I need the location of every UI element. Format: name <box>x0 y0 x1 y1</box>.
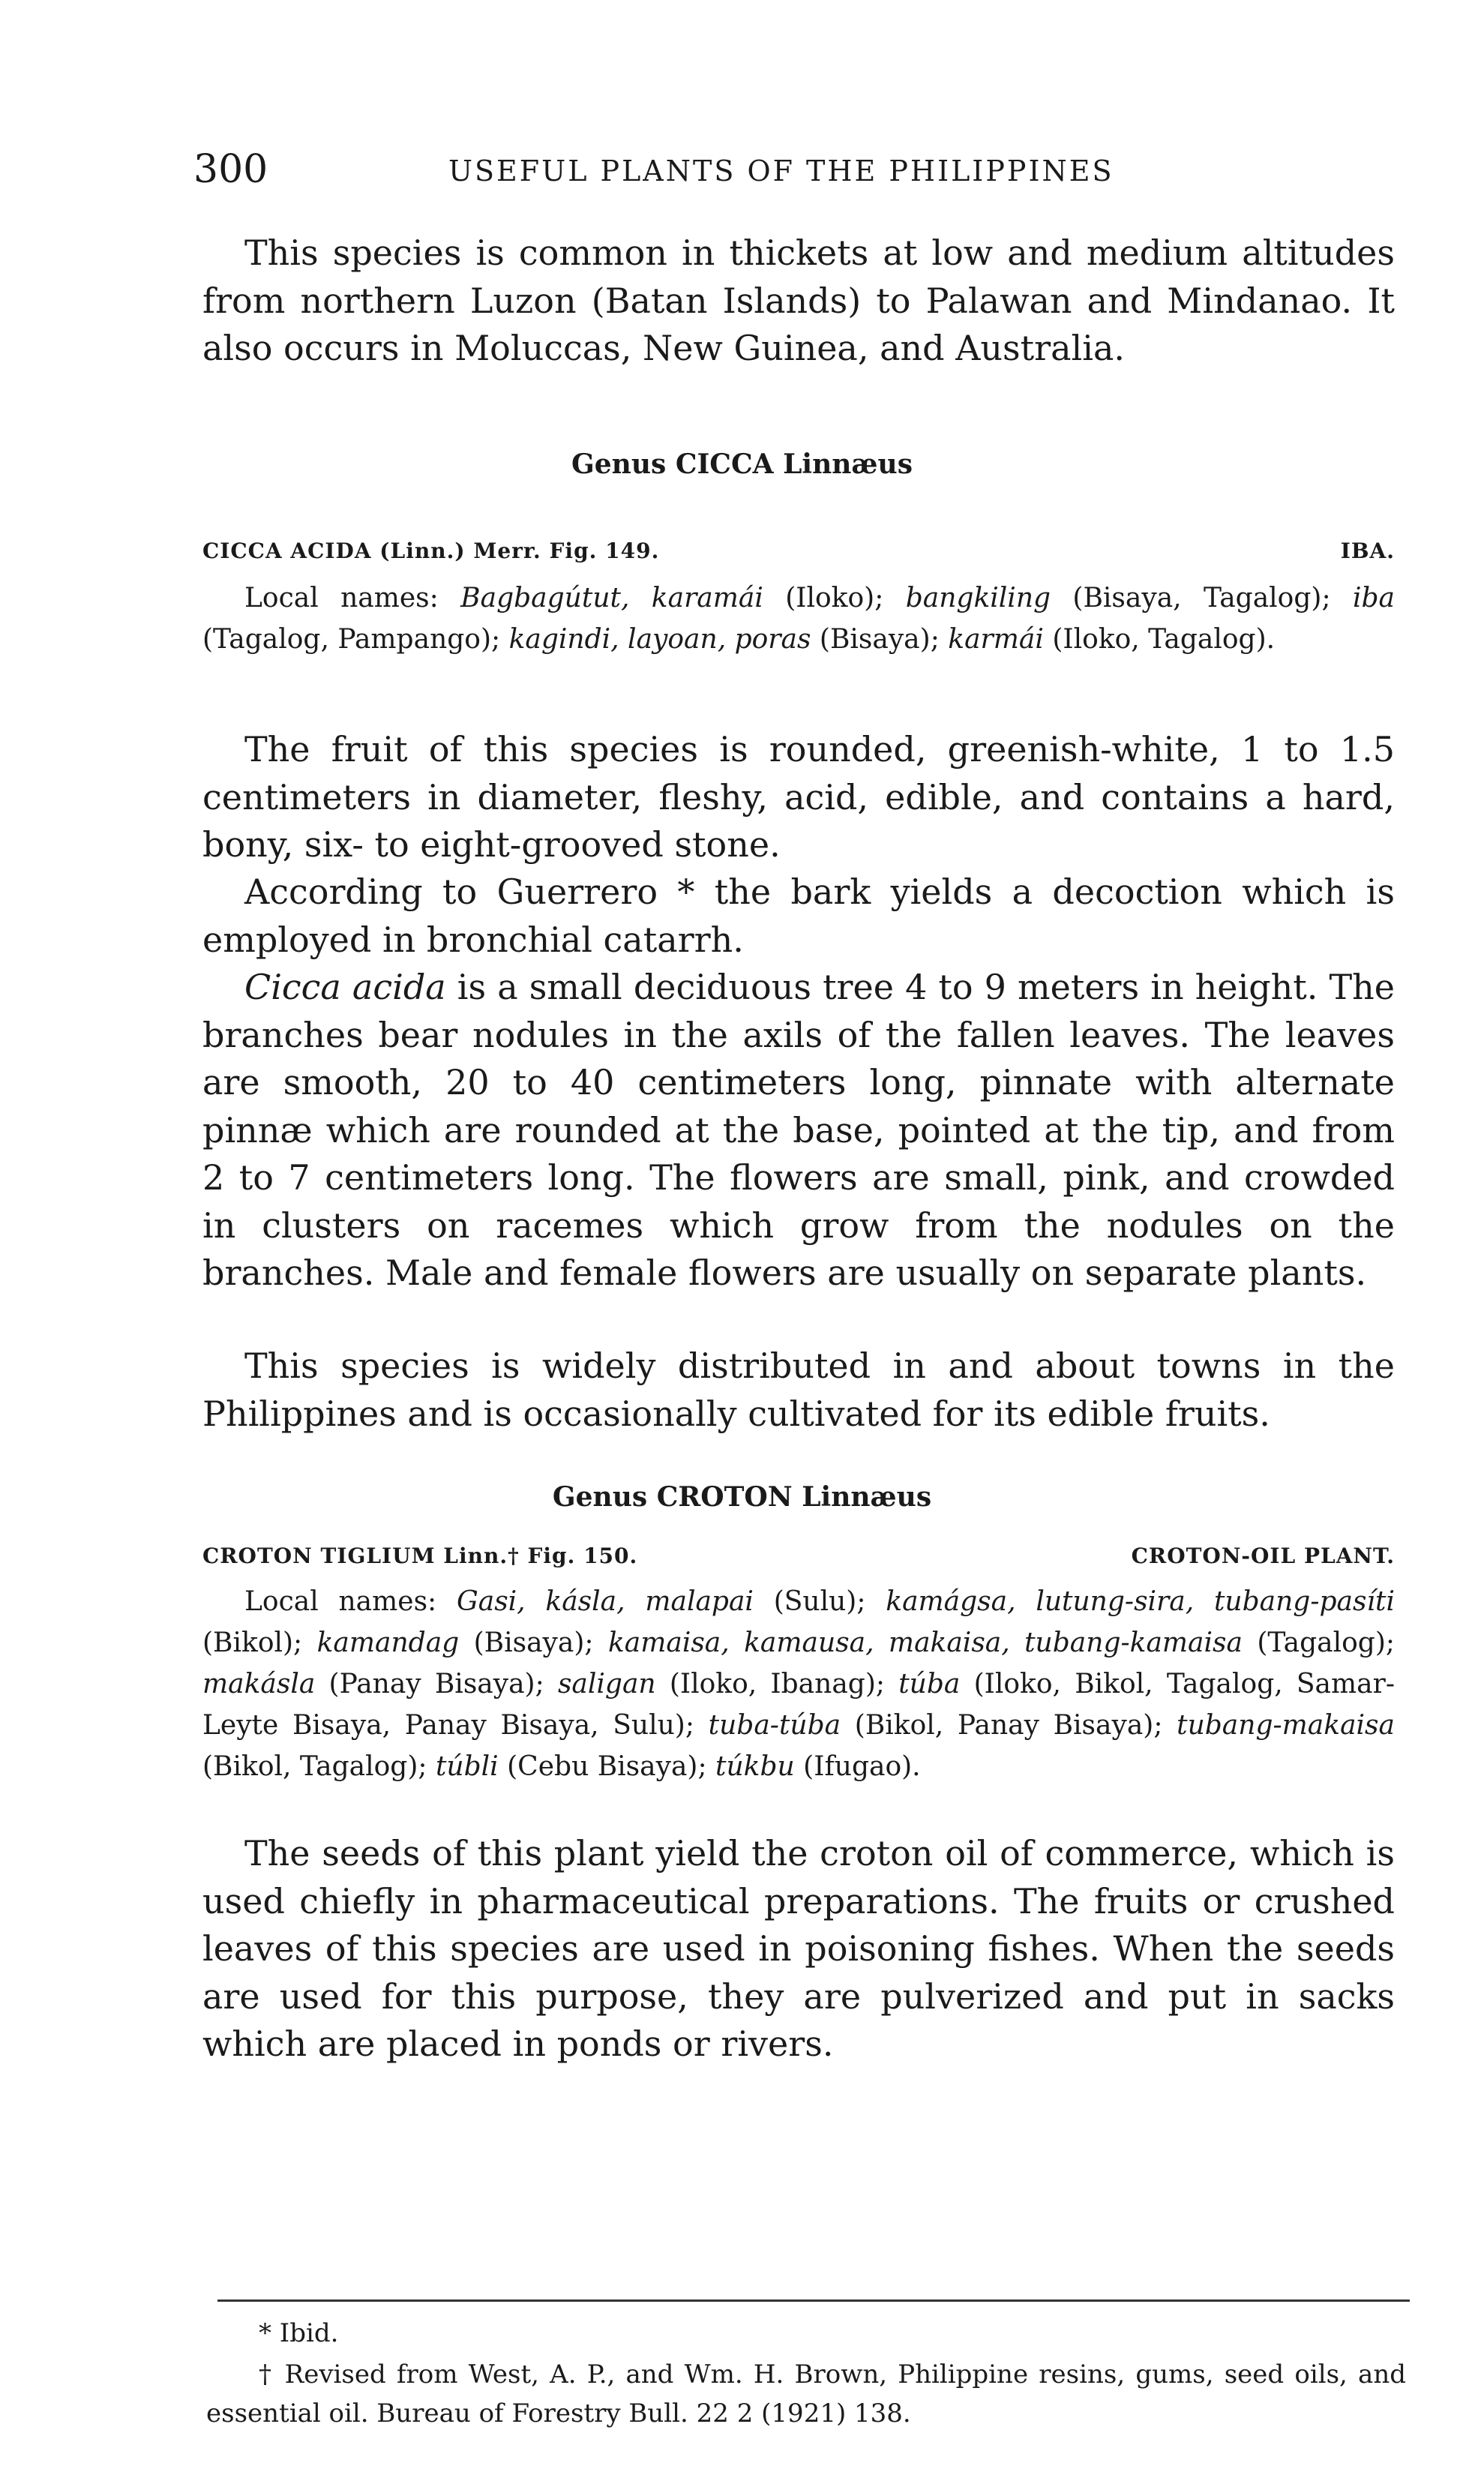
genus-heading-croton: Genus CROTON Linnæus <box>552 1481 932 1513</box>
running-title: USEFUL PLANTS OF THE PHILIPPINES <box>448 154 1114 188</box>
local-name-languages: (Iloko, Bikol, Tagalog, Samar-Leyte Bisaya, Panay Bisaya, Sulu); <box>202 1669 1395 1741</box>
local-name: karmái <box>948 624 1044 655</box>
local-name-languages: (Cebu Bisaya); <box>498 1751 716 1782</box>
local-name-languages: (Panay Bisaya); <box>315 1669 558 1700</box>
footnote-revised: † Revised from West, A. P., and Wm. H. Brown, Philippine resins, gums, seed oils, and essential oil. Bureau of Forestry Bull. 22 2 (1921) 138. <box>206 2360 1406 2428</box>
local-name-languages: (Iloko, Tagalog). <box>1043 624 1276 655</box>
local-name: kamaisa, kamausa, makaisa, tubang-kamaisa <box>607 1628 1243 1658</box>
species-italic: Cicca acida <box>244 967 446 1007</box>
local-name: kamágsa, lutung-sira, tubang-pasíti <box>886 1586 1395 1617</box>
bark-paragraph: According to Guerrero * the bark yields a decoction which is employed in bronchial catarrh. <box>202 872 1395 960</box>
page-number: 300 <box>193 147 268 192</box>
footnote-divider <box>217 2300 1410 2302</box>
local-name: iba <box>1352 583 1395 614</box>
local-name-languages: (Bikol, Tagalog); <box>202 1751 436 1782</box>
description-text: is a small deciduous tree 4 to 9 meters in height. The branches bear nodules in the axils of the fallen leaves. The leaves are smooth, 20 to 40 centimeters long, pinnate with alternate pinnæ which are rounded at the base, pointed at the tip, and from 2 to 7 centimeters long. The flowers are small, pink, and crowded in clusters on racemes which grow from the nodules on the branches. Male and female flowers are usually on separate plants. <box>202 967 1395 1293</box>
local-name: saligan <box>557 1669 656 1700</box>
footnote-ibid: * Ibid. <box>259 2318 339 2348</box>
running-head <box>193 147 1401 200</box>
common-name: CROTON-OIL PLANT. <box>1131 1544 1395 1568</box>
local-name-languages: (Bisaya); <box>459 1628 608 1658</box>
species-name: CROTON TIGLIUM Linn.† Fig. 150. <box>202 1544 638 1568</box>
fruit-paragraph: The fruit of this species is rounded, greenish-white, 1 to 1.5 centimeters in diameter, fleshy, acid, edible, and contains a hard, bony, six- to eight-grooved stone. <box>202 729 1395 865</box>
local-name: makásla <box>202 1669 316 1700</box>
local-names-label: Local names: <box>244 1586 437 1617</box>
local-name-languages: (Bisaya); <box>811 624 949 655</box>
local-name-languages: (Tagalog); <box>1242 1628 1396 1658</box>
local-name: Gasi, kásla, malapai <box>456 1586 754 1617</box>
intro-paragraph: This species is common in thickets at low and medium altitudes from northern Luzon (Batan Islands) to Palawan and Mindanao. It also occurs in Moluccas, New Guinea, and Australia. <box>202 232 1395 368</box>
local-name: túkbu <box>715 1751 795 1782</box>
local-name: túbli <box>435 1751 499 1782</box>
description-paragraph <box>202 964 1395 1298</box>
local-name-languages: (Tagalog, Pampango); <box>202 624 509 655</box>
local-name: kagindi, layoan, poras <box>508 624 811 655</box>
local-name-languages: (Ifugao). <box>794 1751 921 1782</box>
local-name: túba <box>898 1669 961 1700</box>
local-name: tuba-túba <box>708 1710 841 1741</box>
local-name: Bagbagútut, karamái <box>460 583 763 614</box>
local-name-languages: (Iloko); <box>763 583 906 614</box>
local-name: tubang-makaisa <box>1177 1710 1395 1741</box>
local-name-languages: (Bikol); <box>202 1628 317 1658</box>
croton-oil-paragraph: The seeds of this plant yield the croton oil of commerce, which is used chiefly in pharmaceutical preparations. The fruits or crushed leaves of this species are used in poisoning fishes. When the seeds are used for this purpose, they are pulverized and put in sacks which are placed in ponds or rivers. <box>202 1833 1395 2064</box>
local-names-croton <box>202 1581 1395 1787</box>
common-name: IBA. <box>1340 538 1395 563</box>
local-name: bangkiling <box>905 583 1051 614</box>
local-name-languages: (Bikol, Panay Bisaya); <box>841 1710 1177 1741</box>
local-names-cicca <box>202 578 1395 660</box>
local-name-languages: (Sulu); <box>753 1586 886 1617</box>
local-name: kamandag <box>316 1628 460 1658</box>
genus-heading-cicca: Genus CICCA Linnæus <box>571 448 913 480</box>
local-names-label: Local names: <box>244 583 439 614</box>
local-name-languages: (Iloko, Ibanag); <box>655 1669 899 1700</box>
local-name-languages: (Bisaya, Tagalog); <box>1051 583 1353 614</box>
distribution-paragraph: This species is widely distributed in and about towns in the Philippines and is occasionally cultivated for its edible fruits. <box>202 1346 1395 1434</box>
species-name: CICCA ACIDA (Linn.) Merr. Fig. 149. <box>202 538 660 563</box>
